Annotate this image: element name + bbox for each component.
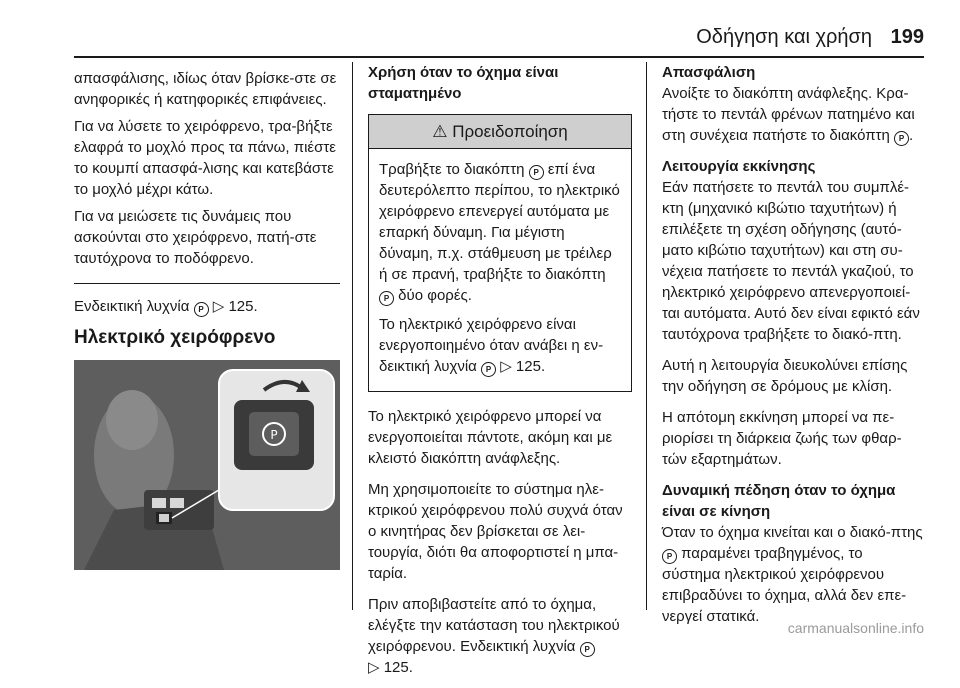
page-reference-arrow-icon: ▷ (500, 358, 512, 375)
section-block (662, 156, 924, 345)
indicator-label: Ενδεικτική λυχνία (74, 298, 190, 315)
section-heading: Ηλεκτρικό χειρόφρενο (74, 327, 276, 348)
paragraph: Για να μειώσετε τις δυνάμεις που ασκούνται στο χειρόφρενο, πατή-στε ταυτόχρονα το ποδόφρενο. (74, 208, 317, 267)
section-heading: Λειτουργία εκκίνησης (662, 158, 816, 175)
text: Πριν αποβιβαστείτε από το όχημα, ελέγξτε την κατάσταση του ηλεκτρικού χειρόφρενου. Ενδεικτική λυχνία (368, 596, 620, 655)
header-rule (74, 56, 924, 58)
continued-text-box (74, 62, 340, 284)
section-heading: Δυναμική πέδηση όταν το όχημα είναι σε κίνηση (662, 482, 896, 520)
paragraph: Το ηλεκτρικό χειρόφρενο μπορεί να ενεργοποιείται πάντοτε, ακόμη και με κλειστό διακόπτη ανάφλεξης. (368, 408, 613, 467)
page-reference: 125. (515, 358, 546, 375)
page-reference: 125. (383, 659, 413, 676)
watermark: carmanualsonline.info (787, 620, 924, 636)
warning-triangle-icon: ⚠ (432, 122, 448, 141)
svg-text:P: P (270, 428, 278, 442)
section-block (662, 480, 924, 627)
warning-paragraph (379, 159, 621, 306)
paragraph: Αυτή η λειτουργία διευκολύνει επίσης την οδήγηση σε δρόμους με κλίση. (662, 357, 908, 395)
column-1 (74, 62, 340, 362)
parking-brake-indicator-icon: P (194, 302, 209, 317)
text: Όταν το όχημα κινείται και ο διακό-πτης (662, 524, 923, 541)
parking-brake-switch-icon: P (662, 549, 677, 564)
paragraph (368, 594, 632, 678)
text: επί ένα δευτερόλεπτο περίπου, το ηλεκτρικό χειρόφρενο επενεργεί αυτόματα με επαρκή δύναμη. Για μέγιστη δύναμη, π.χ. στάθμευση με τρέιλερ ή σε πρανή, τραβήξτε το διακόπτη (379, 161, 620, 283)
warning-header (369, 115, 631, 149)
paragraph: απασφάλισης, ιδίως όταν βρίσκε-στε σε ανηφορικές ή κατηφορικές επιφάνειες. (74, 70, 337, 108)
page-header (0, 0, 960, 60)
page-reference-arrow-icon: ▷ (368, 659, 380, 676)
parking-brake-indicator-icon: P (580, 642, 595, 657)
paragraph: Μη χρησιμοποιείτε το σύστημα ηλε-κτρικού χειρόφρενου πολύ συχνά όταν ο κινητήρας δεν βρίσκεται σε λει-τουργία, διότι θα αποφορτιστεί η μπα-ταρία. (368, 481, 623, 582)
paragraph: Για να λύσετε το χειρόφρενο, τρα-βήξτε ελαφρά το μοχλό προς τα πάνω, πιέστε το κουμπί απασφά-λισης και κατεβάστε το μοχλό μέχρι κάτω. (74, 118, 336, 198)
page-reference: 125. (228, 298, 258, 315)
warning-paragraph (379, 314, 621, 377)
page-number: 199 (890, 26, 924, 48)
text: . (909, 127, 914, 144)
subheading: Χρήση όταν το όχημα είναι σταματημένο (368, 64, 559, 102)
paragraph: Η απότομη εκκίνηση μπορεί να πε-ριορίσει τη διάρκεια ζωής των φθαρ-τών εξαρτημάτων. (662, 409, 902, 468)
parking-brake-switch-illustration (74, 360, 340, 570)
section-heading: Απασφάλιση (662, 64, 756, 81)
warning-title: Προειδοποίηση (452, 122, 568, 141)
text: Ανοίξτε το διακόπτη ανάφλεξης. Κρα-τήστε το πεντάλ φρένων πατημένο και στη συνέχεια πατήστε το διακόπτη (662, 85, 915, 144)
section-block (662, 62, 924, 146)
text: δύο φορές. (398, 287, 472, 304)
parking-brake-switch-icon: P (894, 131, 909, 146)
indicator-reference (74, 296, 340, 317)
text: Εάν πατήσετε το πεντάλ του συμπλέ-κτη (μηχανικό κιβώτιο ταχυτήτων) ή επιλέξετε τη σχέση οδήγησης (αυτό-ματο κιβώτιο ταχυτήτων) και στη συ-νέχεια πατήσετε το πεντάλ γκαζιού, το ηλεκτρικό χειρόφρενο απενεργοποιεί-ται αυτόματα. Αυτό δεν είναι εφικτό εάν ταυτόχρονα τραβήξετε το διακό-πτη. (662, 179, 920, 343)
parking-brake-indicator-icon: P (481, 362, 496, 377)
column-2 (368, 62, 632, 688)
parking-brake-switch-icon: P (529, 165, 544, 180)
column-divider (352, 62, 353, 610)
text: παραμένει τραβηγμένος, το σύστημα ηλεκτρικού χειρόφρενου επιβραδύνει το όχημα, αλλά δεν επε-νεργεί στατικά. (662, 545, 907, 625)
warning-body (369, 149, 631, 391)
page-reference-arrow-icon: ▷ (212, 298, 225, 315)
warning-box (368, 114, 632, 392)
text: Τραβήξτε το διακόπτη (379, 161, 525, 178)
column-3 (662, 62, 924, 637)
column-divider (646, 62, 647, 610)
page-title: Οδήγηση και χρήση (696, 26, 872, 48)
parking-brake-switch-icon: P (379, 291, 394, 306)
text: Το ηλεκτρικό χειρόφρενο είναι ενεργοποιημένο όταν ανάβει η εν-δεικτική λυχνία (379, 316, 604, 375)
